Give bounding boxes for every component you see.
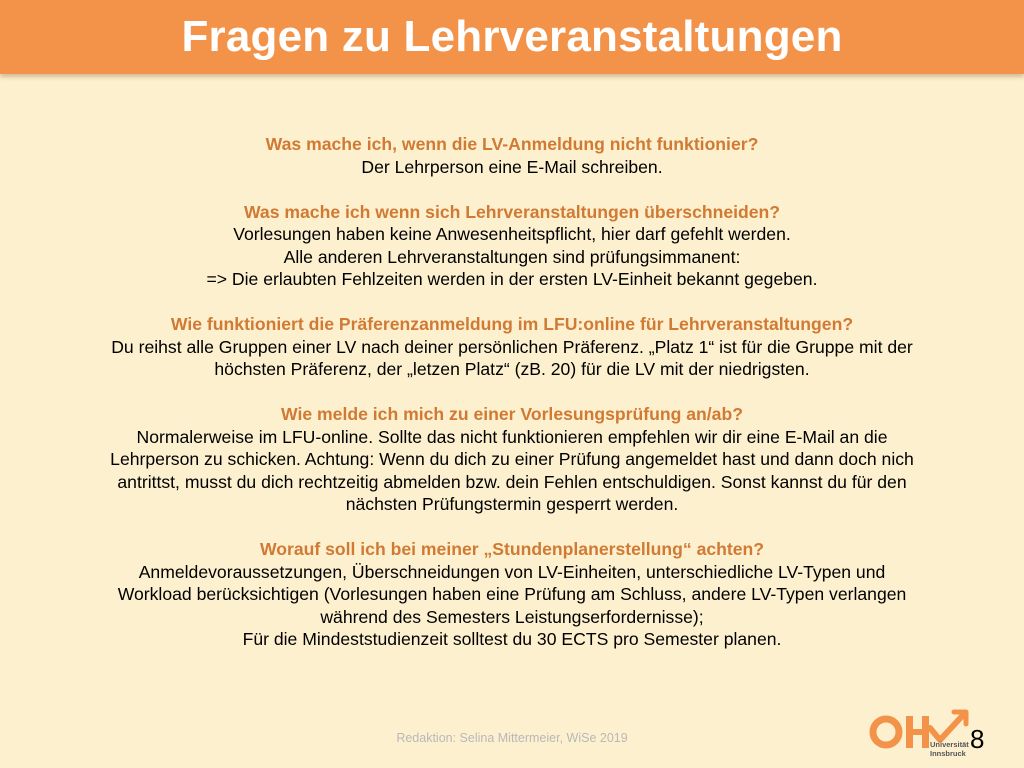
university-label — [930, 740, 969, 758]
faq-answer-line: Der Lehrperson eine E-Mail schreiben. — [361, 156, 663, 177]
faq-answer-line: nächsten Prüfungstermin gesperrt werden. — [345, 494, 679, 514]
slide-title: Fragen zu Lehrveranstaltungen — [181, 12, 843, 61]
faq-question: Was mache ich, wenn die LV-Anmeldung nicht funktionier? — [265, 134, 759, 154]
faq-question: Wie melde ich mich zu einer Vorlesungsprüfung an/ab? — [281, 404, 743, 424]
faq-answer-line: Workload berücksichtigen (Vorlesungen haben eine Prüfung am Schluss, andere LV-Typen verlangen — [117, 584, 907, 604]
faq-question: Worauf soll ich bei meiner „Stundenplanerstellung“ achten? — [259, 539, 765, 559]
faq-answer-line: Alle anderen Lehrveranstaltungen sind prüfungsimmanent: — [283, 246, 741, 267]
faq-question: Was mache ich wenn sich Lehrveranstaltungen überschneiden? — [243, 201, 781, 222]
faq-answer-line: Vorlesungen haben keine Anwesenheitspflicht, hier darf gefehlt werden. — [233, 224, 791, 244]
faq-content — [40, 133, 984, 673]
page-number: 8 — [970, 724, 985, 754]
faq-answer-line: höchsten Präferenz, der „letzen Platz“ (zB. 20) für die LV mit der niedrigsten. — [214, 359, 810, 379]
university-line: Innsbruck — [930, 749, 966, 758]
faq-answer-line: während des Semesters Leistungserfordernisse); — [320, 606, 704, 627]
faq-answer-line: antrittst, musst du dich rechtzeitig abmelden bzw. dein Fehlen entschuldigen. Sonst kannst du für den — [117, 471, 907, 492]
title-bar — [0, 0, 1024, 74]
faq-item — [40, 403, 984, 516]
faq-item — [40, 201, 984, 291]
faq-answer-line: => Die erlaubten Fehlzeiten werden in der ersten LV-Einheit bekannt gegeben. — [206, 269, 818, 289]
faq-answer-line: Anmeldevoraussetzungen, Überschneidungen von LV-Einheiten, unterschiedliche LV-Typen und — [138, 561, 886, 582]
faq-answer-line: Du reihst alle Gruppen einer LV nach deiner persönlichen Präferenz. „Platz 1“ ist für die Gruppe mit der — [111, 336, 913, 357]
faq-answer-line: Lehrperson zu schicken. Achtung: Wenn du dich zu einer Prüfung angemeldet hast und dann doch nich — [110, 449, 914, 469]
faq-item — [40, 538, 984, 651]
university-line: Universität — [930, 740, 969, 749]
faq-answer-line: Normalerweise im LFU-online. Sollte das nicht funktionieren empfehlen wir dir eine E-Mail an die — [136, 426, 888, 447]
faq-answer-line: Für die Mindeststudienzeit solltest du 30 ECTS pro Semester planen. — [242, 629, 782, 649]
faq-item — [40, 133, 984, 178]
footer-credit: Redaktion: Selina Mittermeier, WiSe 2019 — [396, 731, 628, 745]
faq-item — [40, 313, 984, 381]
faq-question: Wie funktioniert die Präferenzanmeldung im LFU:online für Lehrveranstaltungen? — [170, 314, 854, 334]
